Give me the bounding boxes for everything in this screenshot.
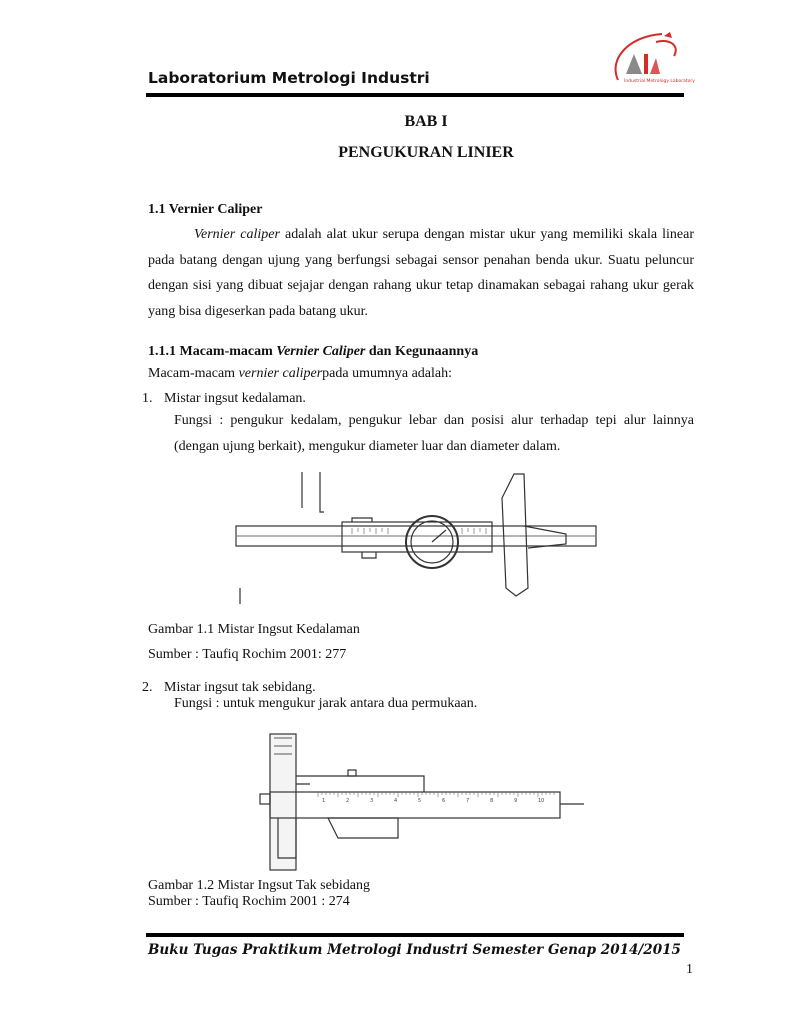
scale-number: 1 (322, 798, 326, 804)
scale-number: 8 (490, 798, 494, 804)
figure-source: Sumber : Taufiq Rochim 2001: 277 (148, 647, 347, 662)
chapter-title: PENGUKURAN LINIER (338, 144, 514, 161)
scale-number: 9 (514, 798, 518, 804)
list-item (142, 680, 316, 696)
list-number: 1. (142, 391, 153, 406)
intro-pre: Macam-macam (148, 366, 239, 381)
footer-rule (146, 933, 684, 937)
depth-caliper-figure (232, 468, 608, 608)
lab-logo (600, 28, 695, 94)
subsection-intro (148, 366, 452, 382)
paragraph-text: adalah alat ukur serupa dengan mistar ukur yang memiliki skala linear pada batang dengan ujung yang berfungsi sebagai sensor penahan benda ukur. Suatu peluncur dengan sisi yang dibuat sejajar dengan rahang ukur tetap dinamakan sebagai rahang ukur gerak yang bisa digeserkan pada batang ukur. (148, 227, 695, 319)
figure-caption: Gambar 1.2 Mistar Ingsut Tak sebidang (148, 878, 370, 893)
scale-number: 2 (346, 798, 350, 804)
intro-post: pada umumnya adalah: (322, 366, 452, 381)
scale-number: 7 (466, 798, 470, 804)
header-title: Laboratorium Metrologi Industri (148, 69, 430, 87)
section-paragraph (148, 222, 694, 324)
list-function: Fungsi : untuk mengukur jarak antara dua permukaan. (174, 696, 478, 711)
list-title: Mistar ingsut kedalaman. (164, 391, 306, 406)
scale-number: 4 (394, 798, 398, 804)
subsection-heading-post: dan Kegunaannya (365, 344, 479, 359)
section-heading: 1.1 Vernier Caliper (148, 202, 263, 217)
chapter-number: BAB I (404, 113, 448, 130)
subsection-heading-pre: 1.1.1 Macam-macam (148, 344, 277, 359)
scale-number: 6 (442, 798, 446, 804)
list-function: Fungsi : pengukur kedalam, pengukur lebar dan posisi alur terhadap tepi alur lainnya (dengan ujung berkait), mengukur diameter luar dan diameter dalam. (174, 413, 694, 454)
footer-text: Buku Tugas Praktikum Metrologi Industri Semester Genap 2014/2015 (148, 942, 681, 958)
svg-text:Industrial Metrology Laborator: Industrial Metrology Laboratory (624, 79, 695, 84)
figure-caption: Gambar 1.1 Mistar Ingsut Kedalaman (148, 622, 360, 637)
page-number: 1 (686, 962, 693, 977)
scale-number: 3 (370, 798, 374, 804)
list-item (142, 391, 306, 407)
subsection-heading (148, 344, 478, 360)
scale-number: 10 (538, 798, 545, 804)
intro-italic: vernier caliper (238, 366, 323, 381)
offset-caliper-figure (248, 728, 598, 876)
header-rule (146, 93, 684, 97)
figure-source: Sumber : Taufiq Rochim 2001 : 274 (148, 894, 350, 909)
subsection-heading-italic: Vernier Caliper (276, 344, 366, 359)
term-italic: Vernier caliper (194, 227, 280, 242)
scale-number: 5 (418, 798, 422, 804)
list-number: 2. (142, 680, 153, 695)
list-title: Mistar ingsut tak sebidang. (164, 680, 316, 695)
